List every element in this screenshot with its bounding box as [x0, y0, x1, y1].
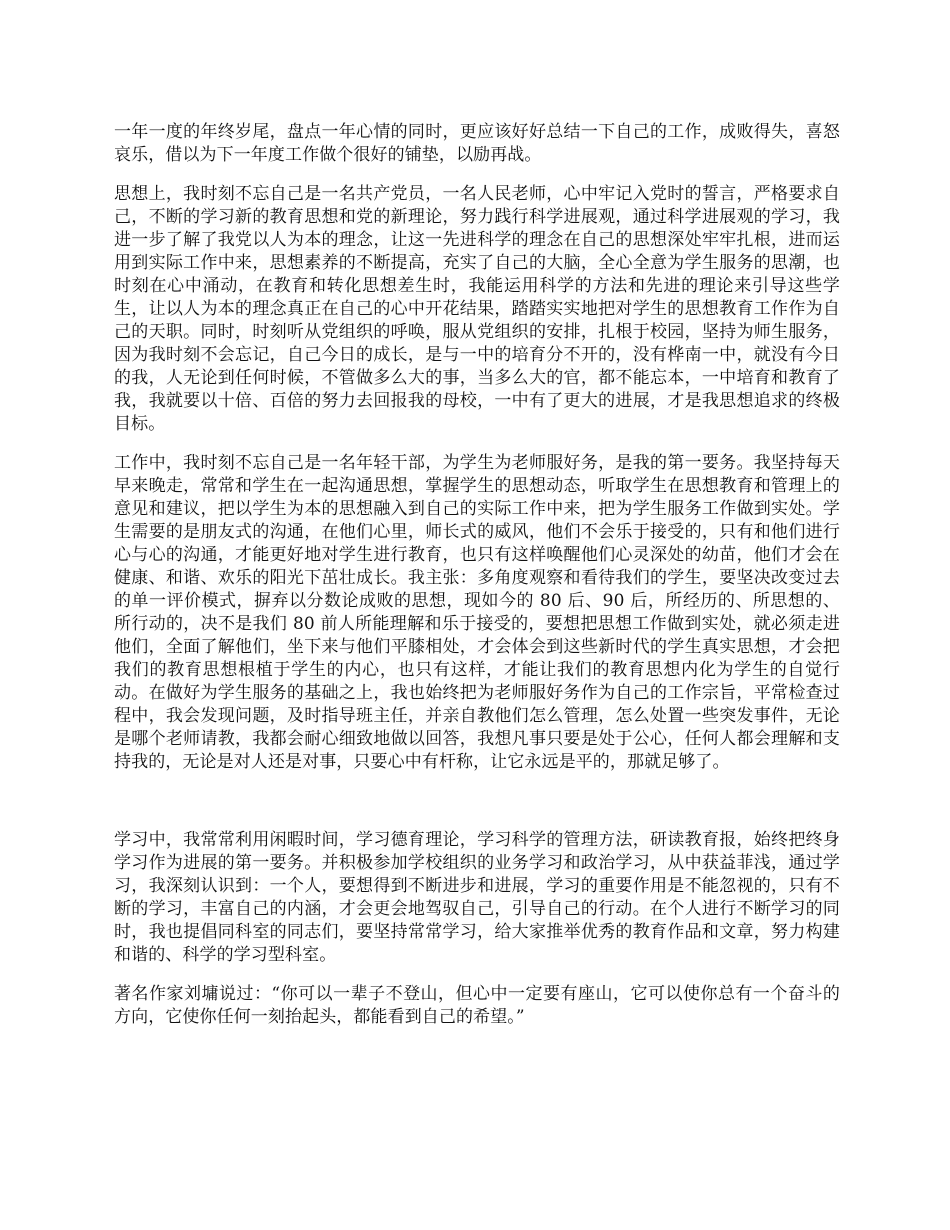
paragraph-gap	[114, 790, 840, 829]
paragraph-intro: 一年一度的年终岁尾，盘点一年心情的同时，更应该好好总结一下自己的工作，成败得失，喜怒哀乐，借以为下一年度工作做个很好的铺垫，以励再战。	[114, 122, 840, 165]
paragraph-ideology: 思想上，我时刻不忘自己是一名共产党员，一名人民老师，心中牢记入党时的誓言，严格要求自己，不断的学习新的教育思想和党的新理论，努力践行科学进展观，通过科学进展观的学习，我进一步了解了我党以人为本的理念，让这一先进科学的理念在自己的思想深处牢牢扎根，进而运用到实际工作中来，思想素养的不断提高，充实了自己的大脑，全心全意为学生服务的思潮，也时刻在心中涌动，在教育和转化思想差生时，我能运用科学的方法和先进的理论来引导这些学生，让以人为本的理念真正在自己的心中开花结果，踏踏实实地把对学生的思想教育工作作为自己的天职。同时，时刻听从党组织的呼唤，服从党组织的安排，扎根于校园，坚持为师生服务，因为我时刻不会忘记，自己今日的成长，是与一中的培育分不开的，没有桦南一中，就没有今日的我，人无论到任何时候，不管做多么大的事，当多么大的官，都不能忘本，一中培育和教育了我，我就要以十倍、百倍的努力去回报我的母校，一中有了更大的进展，才是我思想追求的终极目标。	[114, 184, 840, 434]
document-body	[114, 121, 840, 1045]
paragraph-quote: 著名作家刘墉说过：“你可以一辈子不登山，但心中一定要有座山，它可以使你总有一个奋斗的方向，它使你任何一刻抬起头，都能看到自己的希望。”	[114, 984, 840, 1027]
paragraph-study: 学习中，我常常利用闲暇时间，学习德育理论，学习科学的管理方法，研读教育报，始终把终身学习作为进展的第一要务。并积极参加学校组织的业务学习和政治学习，从中获益菲浅，通过学习，我深刻认识到：一个人，要想得到不断进步和进展，学习的重要作用是不能忽视的，只有不断的学习，丰富自己的内涵，才会更会地驾驭自己，引导自己的行动。在个人进行不断学习的同时，我也提倡同科室的同志们，要坚持常常学习，给大家推举优秀的教育作品和文章，努力构建和谐的、科学的学习型科室。	[114, 830, 840, 965]
paragraph-work: 工作中，我时刻不忘自己是一名年轻干部，为学生为老师服好务，是我的第一要务。我坚持每天早来晚走，常常和学生在一起沟通思想，掌握学生的思想动态，听取学生在思想教育和管理上的意见和建议，把以学生为本的思想融入到自己的实际工作中来，把为学生服务工作做到实处。学生需要的是朋友式的沟通，在他们心里，师长式的威风，他们不会乐于接受的，只有和他们进行心与心的沟通，才能更好地对学生进行教育，也只有这样唤醒他们心灵深处的幼苗，他们才会在健康、和谐、欢乐的阳光下茁壮成长。我主张：多角度观察和看待我们的学生，要坚决改变过去的单一评价模式，摒弃以分数论成败的思想，现如今的 80 后、90 后，所经历的、所思想的、所行动的，决不是我们 80 前人所能理解和乐于接受的，要想把思想工作做到实处，就必须走进他们，全面了解他们，坐下来与他们平膝相处，才会体会到这些新时代的学生真实思想，才会把我们的教育思想根植于学生的内心，也只有这样，才能让我们的教育思想内化为学生的自觉行动。在做好为学生服务的基础之上，我也始终把为老师服好务作为自己的工作宗旨，平常检查过程中，我会发现问题，及时指导班主任，并亲自教他们怎么管理，怎么处置一些突发事件，无论是哪个老师请教，我都会耐心细致地做以回答，我想凡事只要是处于公心，任何人都会理解和支持我的，无论是对人还是对事，只要心中有杆称，让它永远是平的，那就足够了。	[114, 453, 840, 772]
